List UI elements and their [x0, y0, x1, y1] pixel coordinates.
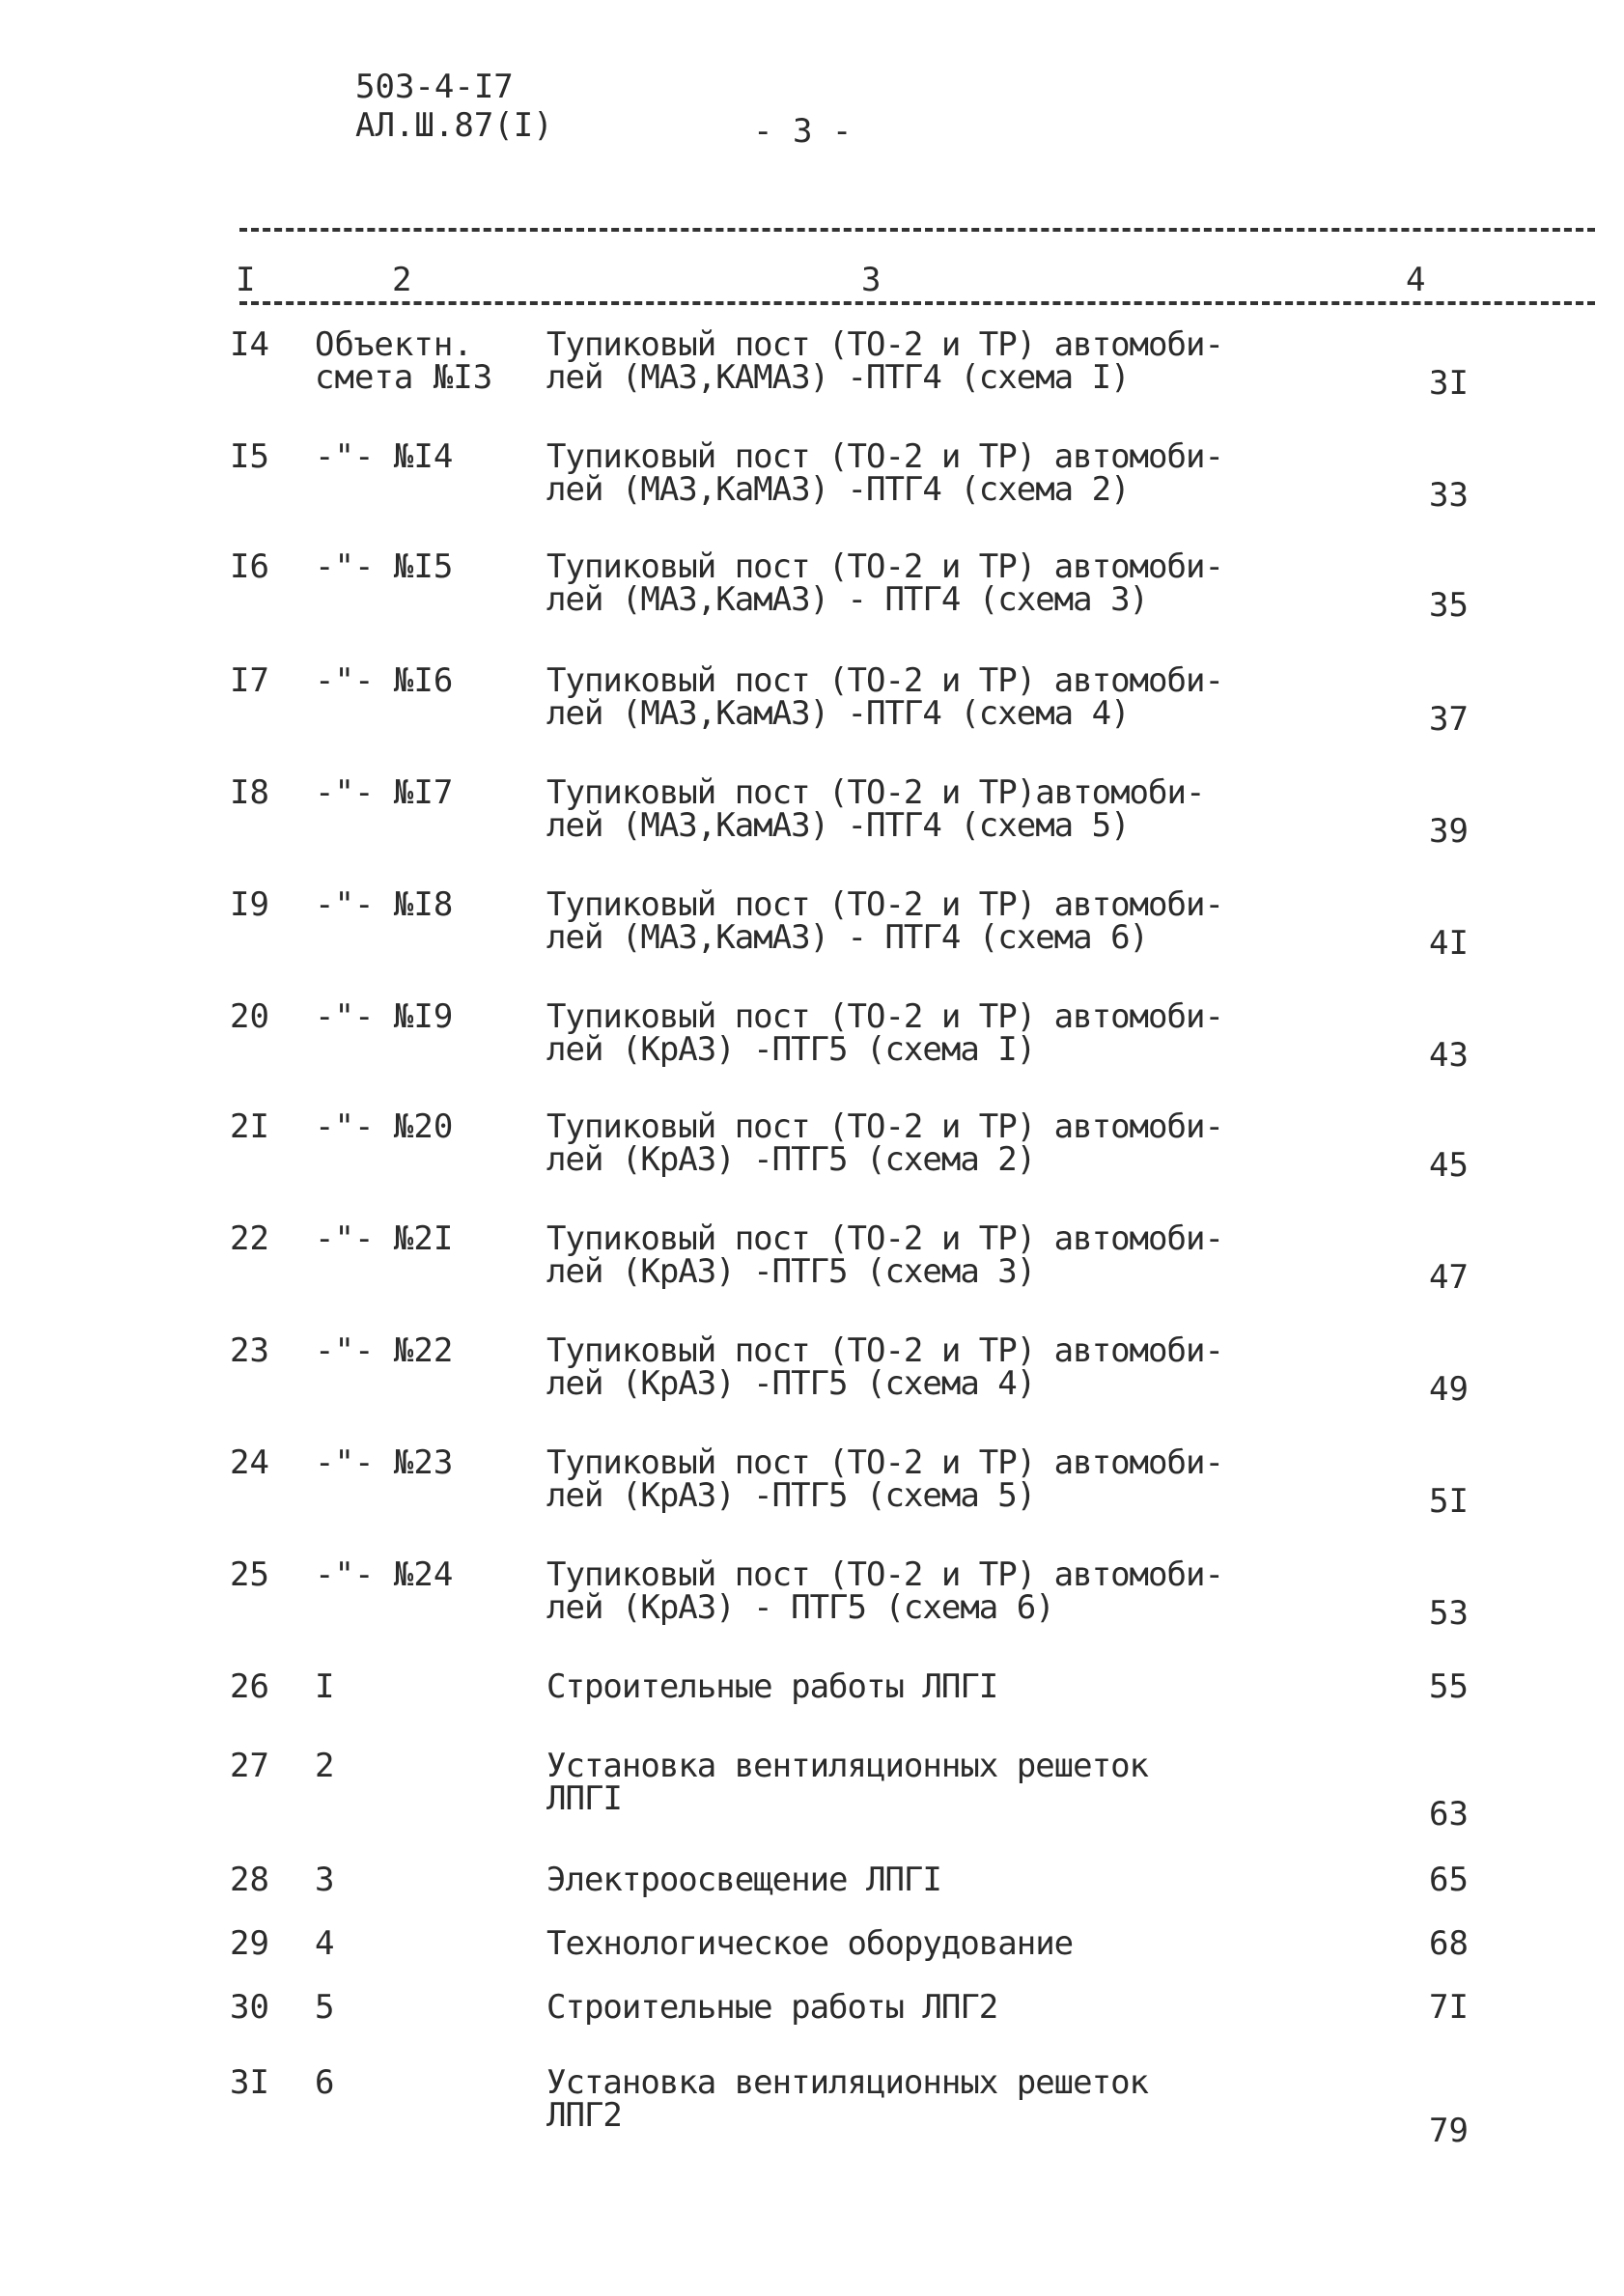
row-number: 26	[230, 1667, 269, 1706]
row-page: 79	[1429, 2112, 1469, 2150]
row-reference: Объектн. смета №I3	[315, 325, 493, 397]
row-number: I5	[230, 437, 269, 476]
row-page: 39	[1429, 812, 1469, 851]
row-description: Тупиковый пост (ТО-2 и ТР) автомоби- лей (КрАЗ) -ПТГ5 (схема 2)	[546, 1107, 1223, 1179]
row-description: Строительные работы ЛПГI	[546, 1667, 998, 1706]
row-description: Электроосвещение ЛПГI	[546, 1861, 941, 1899]
row-reference: -"- №I7	[315, 773, 454, 812]
row-description: Строительные работы ЛПГ2	[546, 1988, 998, 2027]
row-number: 22	[230, 1219, 269, 1258]
row-reference: 5	[315, 1988, 335, 2027]
row-description: Тупиковый пост (ТО-2 и ТР) автомоби- лей (МАЗ,КамАЗ) -ПТГ4 (схема 4)	[546, 661, 1223, 733]
row-reference: -"- №I5	[315, 547, 454, 586]
row-number: I6	[230, 547, 269, 586]
row-reference: -"- №2I	[315, 1219, 454, 1258]
row-reference: -"- №23	[315, 1443, 454, 1482]
table-header	[0, 261, 1624, 309]
row-description: Тупиковый пост (ТО-2 и ТР) автомоби- лей (КрАЗ) -ПТГ5 (схема 5)	[546, 1443, 1223, 1515]
row-description: Тупиковый пост (ТО-2 и ТР) автомоби- лей (МАЗ,КамАЗ) - ПТГ4 (схема 3)	[546, 547, 1223, 619]
row-page: 5I	[1429, 1482, 1469, 1521]
row-page: 4I	[1429, 924, 1469, 963]
row-number: 20	[230, 997, 269, 1036]
row-reference: 2	[315, 1747, 335, 1785]
row-page: 43	[1429, 1036, 1469, 1075]
row-reference: -"- №24	[315, 1555, 454, 1594]
row-page: 7I	[1429, 1988, 1469, 2027]
row-number: 28	[230, 1861, 269, 1899]
row-description: Технологическое оборудование	[546, 1924, 1074, 1963]
column-header-3: 3	[857, 261, 884, 299]
row-reference: -"- №I9	[315, 997, 454, 1036]
column-header-4: 4	[1402, 261, 1429, 299]
row-reference: 6	[315, 2063, 335, 2102]
row-reference: I	[315, 1667, 335, 1706]
row-description: Тупиковый пост (ТО-2 и ТР) автомоби- лей (КрАЗ) -ПТГ5 (схема 3)	[546, 1219, 1223, 1291]
row-number: 2I	[230, 1107, 269, 1146]
row-description: Тупиковый пост (ТО-2 и ТР) автомоби- лей (МАЗ,КаМАЗ) -ПТГ4 (схема 2)	[546, 437, 1223, 509]
row-page: 47	[1429, 1258, 1469, 1297]
row-reference: -"- №I8	[315, 885, 454, 924]
row-page: 65	[1429, 1861, 1469, 1899]
row-number: I7	[230, 661, 269, 700]
row-description: Тупиковый пост (ТО-2 и ТР) автомоби- лей (КрАЗ) -ПТГ5 (схема I)	[546, 997, 1223, 1069]
row-description: Тупиковый пост (ТО-2 и ТР)автомоби- лей (МАЗ,КамАЗ) -ПТГ4 (схема 5)	[546, 773, 1205, 845]
row-description: Установка вентиляционных решеток ЛПГI	[546, 1747, 1149, 1818]
page-number: - 3 -	[753, 112, 853, 151]
row-page: 3I	[1429, 364, 1469, 403]
row-reference: -"- №I6	[315, 661, 454, 700]
row-number: 27	[230, 1747, 269, 1785]
row-description: Тупиковый пост (ТО-2 и ТР) автомоби- лей (МАЗ,КАМАЗ) -ПТГ4 (схема I)	[546, 325, 1223, 397]
document-code	[355, 68, 553, 145]
row-page: 33	[1429, 476, 1469, 515]
row-number: I8	[230, 773, 269, 812]
row-page: 45	[1429, 1146, 1469, 1185]
row-number: 24	[230, 1443, 269, 1482]
row-number: I9	[230, 885, 269, 924]
row-number: 23	[230, 1331, 269, 1370]
column-header-1: I	[232, 261, 259, 299]
document-code-line2: АЛ.Ш.87(I)	[355, 106, 553, 145]
row-description: Установка вентиляционных решеток ЛПГ2	[546, 2063, 1149, 2135]
row-page: 37	[1429, 700, 1469, 739]
row-page: 55	[1429, 1667, 1469, 1706]
row-number: 30	[230, 1988, 269, 2027]
row-page: 53	[1429, 1594, 1469, 1633]
row-reference: -"- №22	[315, 1331, 454, 1370]
row-page: 68	[1429, 1924, 1469, 1963]
row-number: 25	[230, 1555, 269, 1594]
row-description: Тупиковый пост (ТО-2 и ТР) автомоби- лей (КрАЗ) -ПТГ5 (схема 4)	[546, 1331, 1223, 1403]
document-code-line1: 503-4-I7	[355, 68, 514, 106]
row-page: 49	[1429, 1370, 1469, 1409]
row-description: Тупиковый пост (ТО-2 и ТР) автомоби- лей (КрАЗ) - ПТГ5 (схема 6)	[546, 1555, 1223, 1627]
row-number: 29	[230, 1924, 269, 1963]
row-reference: 4	[315, 1924, 335, 1963]
row-number: 3I	[230, 2063, 269, 2102]
row-description: Тупиковый пост (ТО-2 и ТР) автомоби- лей (МАЗ,КамАЗ) - ПТГ4 (схема 6)	[546, 885, 1223, 957]
row-number: I4	[230, 325, 269, 364]
row-reference: 3	[315, 1861, 335, 1899]
top-dashed-rule	[239, 228, 1595, 232]
row-page: 63	[1429, 1795, 1469, 1834]
column-header-2: 2	[388, 261, 415, 299]
row-page: 35	[1429, 586, 1469, 625]
row-reference: -"- №I4	[315, 437, 454, 476]
row-reference: -"- №20	[315, 1107, 454, 1146]
